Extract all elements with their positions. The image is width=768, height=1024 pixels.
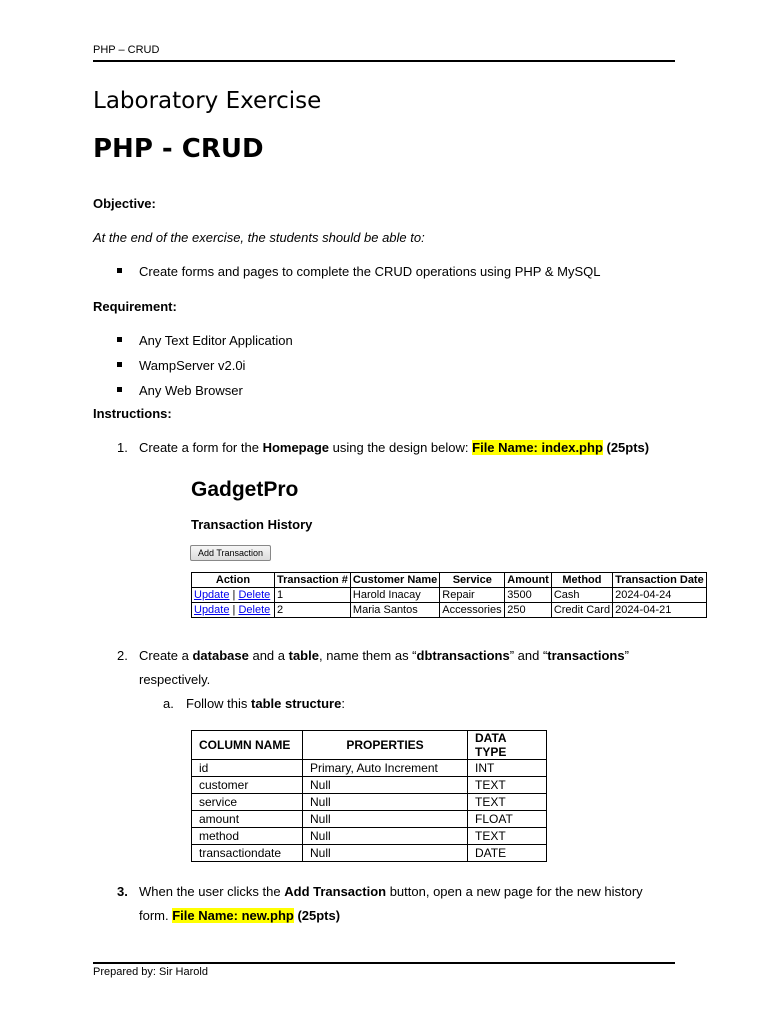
step-2-pre: Create a [139, 648, 193, 663]
table-cell: Credit Card [551, 603, 612, 618]
step-2-number: 2. [117, 648, 128, 663]
table-cell: 2 [275, 603, 351, 618]
step-2-table-name: transactions [547, 648, 625, 663]
separator: | [232, 589, 236, 601]
column-header: Service [440, 573, 505, 588]
column-header: Transaction Date [613, 573, 707, 588]
table-cell: Null [303, 845, 468, 862]
table-cell: 3500 [505, 588, 552, 603]
table-row [192, 588, 707, 603]
step-3-points: (25pts) [293, 908, 341, 923]
step-2-mid: , name them as “ [318, 648, 417, 663]
step-1-number: 1. [117, 440, 128, 455]
table-cell: 2024-04-24 [613, 588, 707, 603]
page-title: Laboratory Exercise [93, 88, 322, 114]
step-1-filename: File Name: index.php [472, 440, 603, 455]
table-cell: Null [303, 794, 468, 811]
update-link[interactable]: Update [194, 589, 230, 601]
action-cell [192, 588, 275, 603]
table-cell: FLOAT [468, 811, 547, 828]
table-cell: id [192, 760, 303, 777]
step-3-number: 3. [117, 884, 128, 899]
step-2-bold: database [192, 648, 249, 663]
requirement-item: Any Text Editor Application [139, 333, 293, 348]
step-3-filename: File Name: new.php [172, 908, 294, 923]
table-cell: method [192, 828, 303, 845]
table-cell: INT [468, 760, 547, 777]
table-cell: service [192, 794, 303, 811]
step-3-pre: When the user clicks the [139, 884, 285, 899]
objective-item: Create forms and pages to complete the CRUD operations using PHP & MySQL [139, 264, 601, 279]
bullet-icon [117, 268, 122, 273]
footer-rule [93, 962, 675, 964]
step-3-bold: Add Transaction [284, 884, 387, 899]
page-header: PHP – CRUD [93, 44, 160, 56]
table-cell: Repair [440, 588, 505, 603]
requirement-item: WampServer v2.0i [139, 358, 246, 373]
table-row [192, 777, 547, 794]
table-cell: TEXT [468, 794, 547, 811]
step-1-mid: using the design below: [329, 440, 473, 455]
table-row [192, 811, 547, 828]
table-cell: Cash [551, 588, 612, 603]
step-1-text [139, 440, 649, 455]
table-cell: transactiondate [192, 845, 303, 862]
column-header: Customer Name [350, 573, 439, 588]
bullet-icon [117, 337, 122, 342]
step-2-end: ” [624, 648, 629, 663]
objective-label: Objective: [93, 196, 156, 211]
table-cell: Harold Inacay [350, 588, 439, 603]
step-3-mid: button, open a new page for the new history [386, 884, 643, 899]
instructions-label: Instructions: [93, 406, 172, 421]
mockup-title: GadgetPro [191, 478, 299, 501]
update-link[interactable]: Update [194, 604, 230, 616]
table-header-row [192, 573, 707, 588]
column-header: COLUMN NAME [192, 731, 303, 760]
column-header: PROPERTIES [303, 731, 468, 760]
bullet-icon [117, 387, 122, 392]
column-header: Method [551, 573, 612, 588]
bullet-icon [117, 362, 122, 367]
table-row [192, 828, 547, 845]
mockup-subtitle: Transaction History [191, 517, 313, 532]
table-header-row [192, 731, 547, 760]
step-2a-number: a. [163, 696, 174, 711]
step-3-line2-pre: form. [139, 908, 173, 923]
step-2-mid2: ” and “ [509, 648, 548, 663]
separator: | [232, 604, 236, 616]
step-2a-bold: table structure [251, 696, 342, 711]
add-transaction-button[interactable]: Add Transaction [190, 545, 271, 561]
step-1-pre: Create a form for the [139, 440, 263, 455]
structure-table [191, 730, 547, 862]
step-2-bold: table [288, 648, 319, 663]
table-cell: Null [303, 777, 468, 794]
requirement-label: Requirement: [93, 299, 177, 314]
step-2a-end: : [341, 696, 345, 711]
step-1-bold: Homepage [262, 440, 330, 455]
step-3-text [139, 884, 643, 899]
column-header: Amount [505, 573, 552, 588]
step-2-db-name: dbtransactions [416, 648, 510, 663]
transaction-table [191, 572, 707, 618]
step-2-and: and a [248, 648, 289, 663]
column-header: Action [192, 573, 275, 588]
step-2a-pre: Follow this [186, 696, 252, 711]
page-subtitle: PHP - CRUD [93, 134, 264, 164]
table-cell: 2024-04-21 [613, 603, 707, 618]
page-footer: Prepared by: Sir Harold [93, 966, 208, 978]
action-cell [192, 603, 275, 618]
step-2a-text [186, 696, 345, 711]
table-cell: 250 [505, 603, 552, 618]
table-cell: Accessories [440, 603, 505, 618]
table-row [192, 760, 547, 777]
table-row [192, 794, 547, 811]
table-cell: TEXT [468, 777, 547, 794]
table-cell: Maria Santos [350, 603, 439, 618]
requirement-item: Any Web Browser [139, 383, 243, 398]
step-3-line2 [139, 908, 340, 923]
table-cell: Null [303, 828, 468, 845]
table-cell: DATE [468, 845, 547, 862]
table-cell: Null [303, 811, 468, 828]
table-cell: TEXT [468, 828, 547, 845]
objective-intro: At the end of the exercise, the students should be able to: [93, 230, 425, 245]
column-header: Transaction # [275, 573, 351, 588]
step-2-line2: respectively. [139, 672, 211, 687]
table-row [192, 845, 547, 862]
table-cell: amount [192, 811, 303, 828]
delete-link[interactable]: Delete [238, 589, 271, 601]
step-1-points: (25pts) [602, 440, 650, 455]
table-cell: 1 [275, 588, 351, 603]
column-header: DATA TYPE [468, 731, 547, 760]
table-cell: customer [192, 777, 303, 794]
header-rule [93, 60, 675, 62]
table-cell: Primary, Auto Increment [303, 760, 468, 777]
step-2-text [139, 648, 629, 663]
delete-link[interactable]: Delete [238, 604, 271, 616]
table-row [192, 603, 707, 618]
